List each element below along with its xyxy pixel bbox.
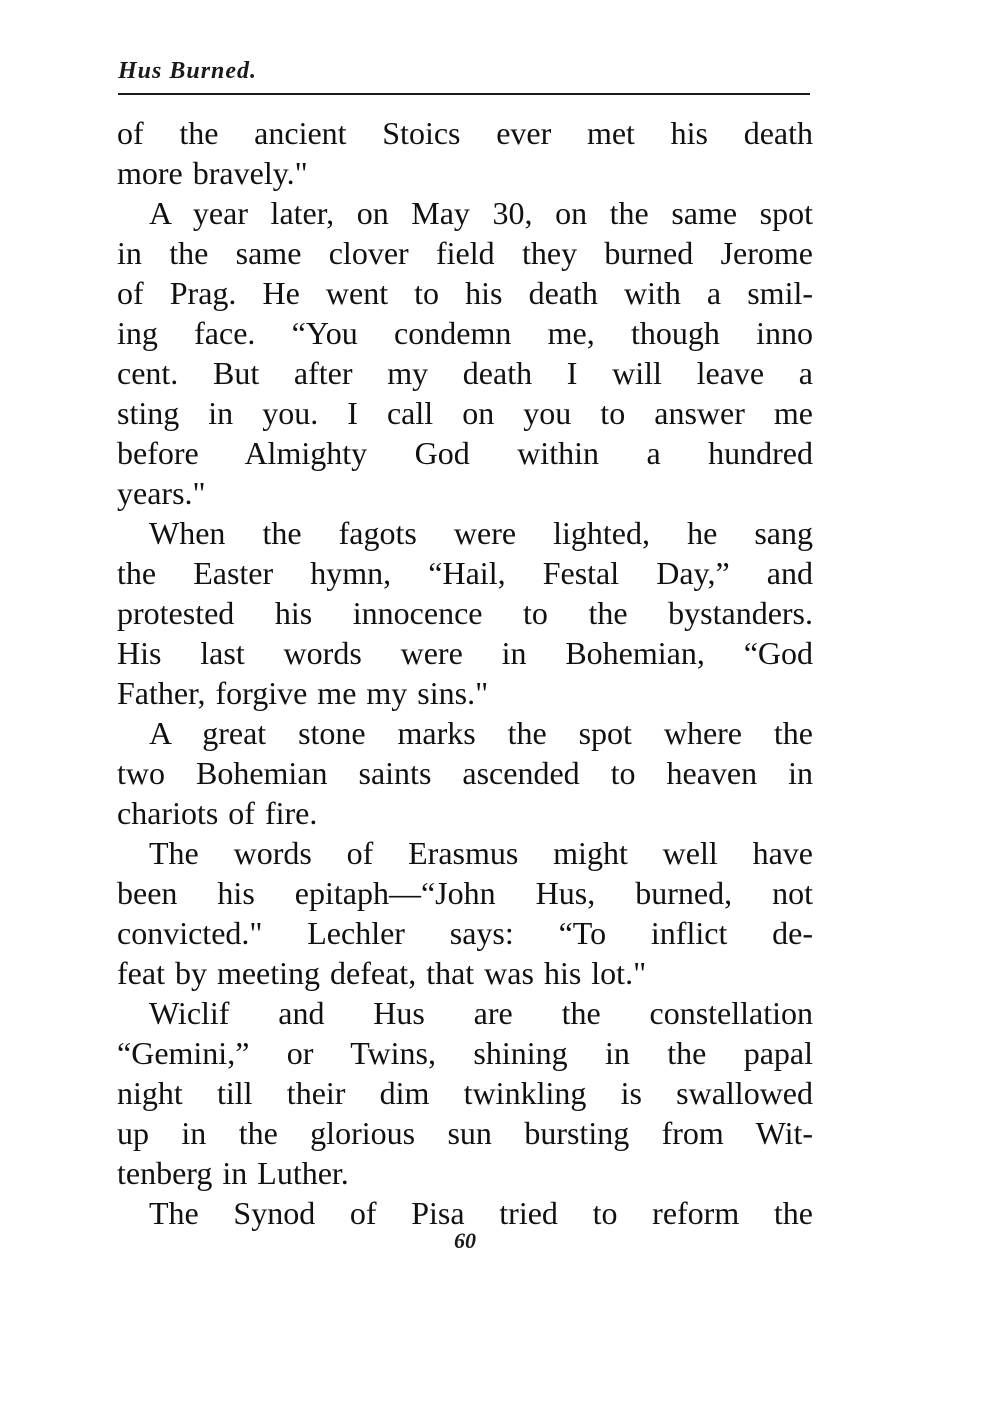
running-title: Hus Burned. bbox=[118, 58, 258, 84]
header-rule bbox=[118, 93, 810, 95]
text-line: protested his innocence to the bystanders. bbox=[117, 595, 813, 631]
text-line: A year later, on May 30, on the same spot bbox=[149, 195, 813, 231]
text-line: been his epitaph—“John Hus, burned, not bbox=[117, 875, 813, 911]
text-line: two Bohemian saints ascended to heaven in bbox=[117, 755, 813, 791]
text-line: of Prag. He went to his death with a smil- bbox=[117, 275, 813, 311]
paragraph-continuation bbox=[117, 113, 813, 193]
page-number: 60 bbox=[454, 1228, 476, 1253]
text-line: ing face. “You condemn me, though inno bbox=[117, 315, 813, 351]
text-line: years." bbox=[117, 475, 206, 511]
text-line: Wiclif and Hus are the constellation bbox=[149, 995, 813, 1031]
text-line: in the same clover field they burned Jerome bbox=[117, 235, 813, 271]
text-line: When the fagots were lighted, he sang bbox=[149, 515, 813, 551]
text-line: The Synod of Pisa tried to reform the bbox=[149, 1195, 813, 1231]
text-line: A great stone marks the spot where the bbox=[149, 715, 813, 751]
paragraph bbox=[117, 993, 813, 1193]
text-line: more bravely." bbox=[117, 155, 308, 191]
text-line: cent. But after my death I will leave a bbox=[117, 355, 813, 391]
text-line: chariots of fire. bbox=[117, 795, 318, 831]
paragraph bbox=[117, 513, 813, 713]
paragraph bbox=[117, 833, 813, 993]
text-line: The words of Erasmus might well have bbox=[149, 835, 813, 871]
text-line: convicted." Lechler says: “To inflict de- bbox=[117, 915, 813, 951]
text-line: of the ancient Stoics ever met his death bbox=[117, 115, 813, 151]
text-line: tenberg in Luther. bbox=[117, 1155, 349, 1191]
text-line: “Gemini,” or Twins, shining in the papal bbox=[117, 1035, 813, 1071]
paragraph bbox=[117, 193, 813, 513]
text-line: before Almighty God within a hundred bbox=[117, 435, 813, 471]
body-text bbox=[117, 113, 813, 1233]
text-line: feat by meeting defeat, that was his lot." bbox=[117, 955, 647, 991]
paragraph bbox=[117, 1193, 813, 1233]
text-line: night till their dim twinkling is swallowed bbox=[117, 1075, 813, 1111]
text-line: the Easter hymn, “Hail, Festal Day,” and bbox=[117, 555, 813, 591]
text-line: up in the glorious sun bursting from Wit- bbox=[117, 1115, 813, 1151]
text-line: sting in you. I call on you to answer me bbox=[117, 395, 813, 431]
text-line: His last words were in Bohemian, “God bbox=[117, 635, 813, 671]
paragraph bbox=[117, 713, 813, 833]
text-line: Father, forgive me my sins." bbox=[117, 675, 489, 711]
